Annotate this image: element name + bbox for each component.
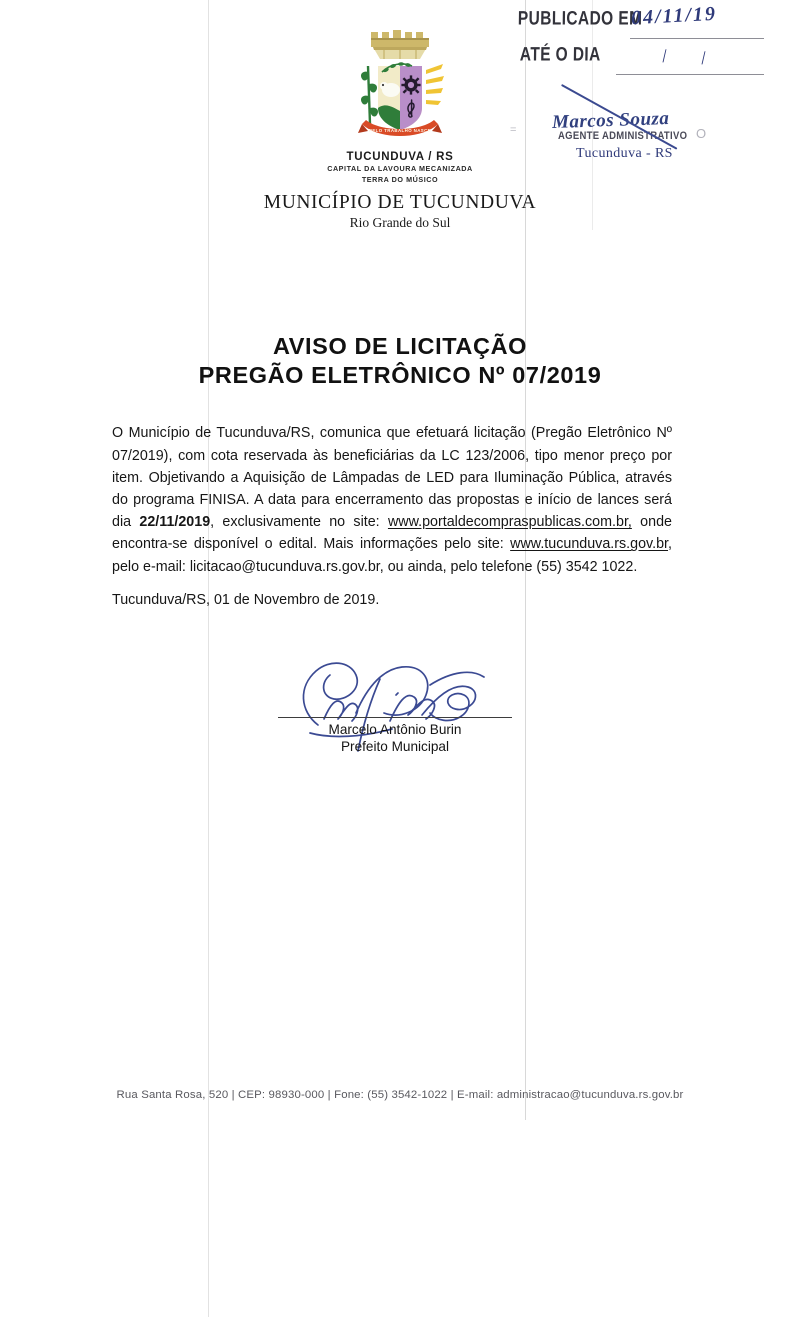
document-footer: Rua Santa Rosa, 520 | CEP: 98930-000 | Fone: (55) 3542-1022 | E-mail: administracao@tucunduva.rs.gov.br (116, 1089, 684, 1101)
municipality-name: MUNICÍPIO DE TUCUNDUVA (263, 191, 537, 213)
body-segment-1: O Município de Tucunduva/RS, comunica que efetuará licitação (Pregão Eletrônico Nº 07/2019), com cota reservada às beneficiárias da LC 123/2006, tipo menor preço por item. Objetivando a Aquisição de Lâmpadas de LED para Iluminação Pública, através do programa FINISA. A data para encerramento das propostas e início de lances será dia (112, 425, 672, 531)
signature-rule (278, 717, 512, 718)
title-line-2: PREGÃO ELETRÔNICO Nº 07/2019 (198, 361, 602, 388)
signer-role: Prefeito Municipal (340, 739, 450, 754)
body-segment-5: , ou ainda, pelo telefone (55) 3542 1022. (379, 558, 638, 575)
stamp-ghost-mark: O (696, 126, 708, 141)
city-website-link[interactable]: www.tucunduva.rs.gov.br (510, 536, 669, 553)
stamp-published-date: 04/11/19 (630, 2, 718, 30)
svg-text:PELO TRABALHO NASCE: PELO TRABALHO NASCE (369, 128, 431, 133)
state-name: Rio Grande do Sul (349, 215, 451, 231)
stamp-until-slash-1: / (660, 45, 669, 68)
dateline: Tucunduva/RS, 01 de Novembro de 2019. (112, 592, 380, 608)
body-segment-4: , pelo e-mail: (112, 536, 672, 575)
signer-name: Marcelo Antônio Burin (328, 722, 462, 737)
page-title (0, 332, 800, 389)
contact-email[interactable]: licitacao@tucunduva.rs.gov.br (189, 558, 380, 575)
stamp-ghost-mark: = (510, 124, 518, 136)
crest-slogan-2: TERRA DO MÚSICO (361, 175, 439, 185)
stamp-published-label: PUBLICADO EM (517, 8, 643, 30)
notice-body-paragraph (112, 422, 672, 577)
stamp-until-slash-2: / (699, 47, 708, 70)
body-segment-3: onde encontra-se disponível o edital. Mais informações pelo site: (112, 514, 672, 553)
stamp-until-label: ATÉ O DIA (519, 44, 601, 66)
portal-url-link[interactable]: www.portaldecompraspublicas.com.br, (387, 514, 632, 531)
stamp-signer-role: AGENTE ADMINISTRATIVO (558, 130, 688, 143)
stamp-signer-place: Tucunduva - RS (576, 146, 673, 161)
stamp-rule (630, 38, 764, 39)
stamp-rule (616, 74, 764, 75)
stamp-signer-name: Marcos Souza (551, 107, 670, 134)
coat-of-arms-icon (348, 28, 452, 146)
body-segment-2: , exclusivamente no site: (210, 514, 388, 531)
crest-slogan-1: CAPITAL DA LAVOURA MECANIZADA (327, 164, 473, 174)
publication-stamp (510, 2, 780, 180)
title-line-1: AVISO DE LICITAÇÃO (272, 333, 528, 359)
crest-city-line: TUCUNDUVA / RS (346, 151, 454, 163)
bid-date: 22/11/2019 (139, 514, 211, 531)
